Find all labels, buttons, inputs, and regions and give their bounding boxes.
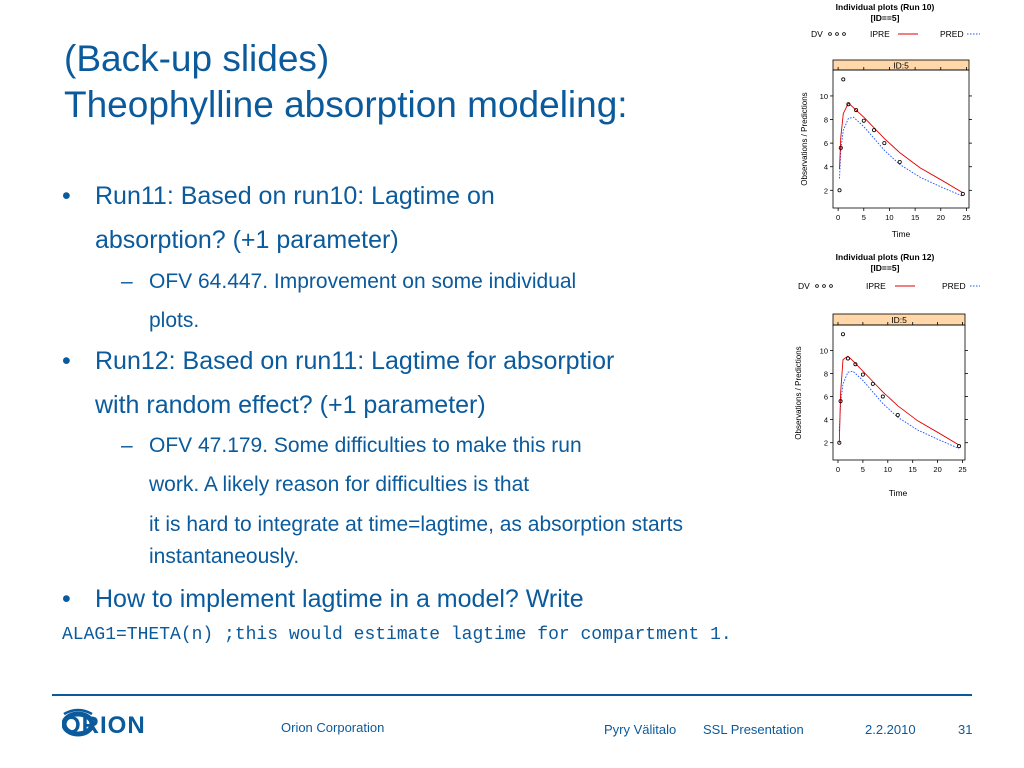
- legend-dv-label: DV: [811, 29, 823, 39]
- ipre-series-line: [840, 103, 963, 193]
- dv-point: [881, 395, 884, 398]
- plot-title-line-1: Individual plots (Run 12): [835, 252, 935, 262]
- legend-pred-label: PRED: [942, 281, 966, 291]
- individual-plot-run12: [785, 248, 980, 503]
- x-tick-label: 5: [861, 213, 866, 222]
- legend-dv-marker: [829, 33, 832, 36]
- legend-dv-label: DV: [798, 281, 810, 291]
- dv-point: [883, 142, 886, 145]
- x-tick-label: 0: [835, 465, 841, 474]
- ipre-series-line: [839, 356, 959, 445]
- legend-dv-marker: [836, 33, 839, 36]
- sub-bullet-2-line-1: OFV 47.179. Some difficulties to make this run: [149, 434, 582, 457]
- y-tick-label: 2: [823, 186, 828, 196]
- footer-company: Orion Corporation: [281, 720, 385, 735]
- x-tick-label: 10: [885, 213, 894, 222]
- dv-point: [871, 382, 874, 385]
- title-line-2: Theophylline absorption modeling:: [64, 84, 628, 125]
- strip-label: ID:5: [893, 60, 909, 71]
- x-axis-label: Time: [888, 488, 908, 498]
- y-tick-label: 8: [823, 115, 828, 125]
- sub-bullet-1-line-2: plots.: [149, 309, 200, 332]
- dv-point: [838, 189, 841, 192]
- legend-ipre-label: IPRE: [870, 29, 890, 39]
- plot-title-line-1: Individual plots (Run 10): [835, 2, 935, 12]
- y-tick-label: 10: [819, 346, 828, 356]
- bullet-1: •: [62, 182, 71, 210]
- pred-series-line: [840, 117, 963, 196]
- plot-panel: [833, 325, 965, 460]
- x-tick-label: 25: [962, 213, 971, 222]
- y-tick-label: 4: [823, 162, 828, 172]
- slide-title: [64, 36, 628, 128]
- code-line: ALAG1=THETA(n) ;this would estimate lagtime for compartment 1.: [62, 625, 732, 645]
- sub-bullet-2-line-4: instantaneously.: [149, 545, 300, 568]
- y-axis-label: Observations / Predictions: [800, 92, 809, 186]
- x-tick-label: 10: [883, 465, 892, 474]
- x-axis-label: Time: [891, 229, 911, 239]
- y-tick-label: 6: [823, 392, 828, 402]
- title-line-1: (Back-up slides): [64, 38, 330, 79]
- sub-bullet-2-dash: –: [121, 434, 133, 457]
- legend-pred-label: PRED: [940, 29, 964, 39]
- dv-point: [842, 78, 845, 81]
- dv-point: [961, 192, 964, 195]
- legend-dv-marker: [843, 33, 846, 36]
- y-tick-label: 10: [819, 91, 828, 101]
- dv-point: [861, 373, 864, 376]
- dv-point: [862, 119, 865, 122]
- footer-presentation: SSL Presentation: [703, 722, 804, 737]
- dv-point: [898, 160, 901, 163]
- bullet-3-line-1: How to implement lagtime in a model? Write: [95, 585, 584, 613]
- orion-logo: [62, 704, 186, 744]
- footer-presenter: Pyry Välitalo: [604, 722, 677, 737]
- bullet-2: •: [62, 347, 71, 375]
- y-axis-label: Observations / Predictions: [794, 346, 803, 440]
- dv-point: [846, 357, 849, 360]
- y-tick-label: 2: [823, 438, 828, 448]
- sub-bullet-1-dash: –: [121, 270, 133, 293]
- logo-wordmark: ORION: [62, 712, 146, 739]
- plot-title-line-2: [ID==5]: [870, 13, 900, 23]
- y-tick-label: 4: [823, 415, 828, 425]
- legend-dv-marker: [830, 285, 833, 288]
- dv-point: [841, 333, 844, 336]
- legend-dv-marker: [823, 285, 826, 288]
- strip-label: ID:5: [891, 315, 907, 325]
- footer-date: 2.2.2010: [865, 722, 916, 737]
- bullet-1-line-1: Run11: Based on run10: Lagtime on: [95, 182, 495, 210]
- y-tick-label: 6: [823, 139, 828, 149]
- x-tick-label: 0: [836, 213, 841, 222]
- bullet-1-line-2: absorption? (+1 parameter): [95, 226, 399, 254]
- dv-point: [872, 129, 875, 132]
- x-tick-label: 5: [860, 465, 865, 474]
- legend-ipre-label: IPRE: [866, 281, 886, 291]
- x-tick-label: 15: [908, 465, 917, 474]
- bullet-2-line-2: with random effect? (+1 parameter): [95, 391, 486, 419]
- sub-bullet-2-line-2: work. A likely reason for difficulties is that: [149, 473, 530, 496]
- pred-series-line: [839, 371, 959, 448]
- dv-point: [896, 413, 899, 416]
- dv-point: [957, 445, 960, 448]
- x-tick-label: 15: [910, 213, 920, 222]
- legend-dv-marker: [816, 285, 819, 288]
- bullet-3: •: [62, 585, 71, 613]
- footer-divider: [52, 694, 972, 696]
- bullet-2-line-1: Run12: Based on run11: Lagtime for absorptior: [95, 347, 615, 375]
- x-tick-label: 20: [933, 465, 942, 474]
- individual-plot-run10: [785, 0, 980, 245]
- y-tick-label: 8: [823, 369, 828, 379]
- footer-page-number: 31: [958, 722, 973, 737]
- plot-title-line-2: [ID==5]: [870, 263, 900, 273]
- x-tick-label: 25: [958, 465, 967, 474]
- x-tick-label: 20: [936, 213, 945, 222]
- plot-panel: [833, 70, 969, 208]
- sub-bullet-2-line-3: it is hard to integrate at time=lagtime, as absorption starts: [149, 513, 684, 536]
- sub-bullet-1-line-1: OFV 64.447. Improvement on some individual: [149, 270, 577, 293]
